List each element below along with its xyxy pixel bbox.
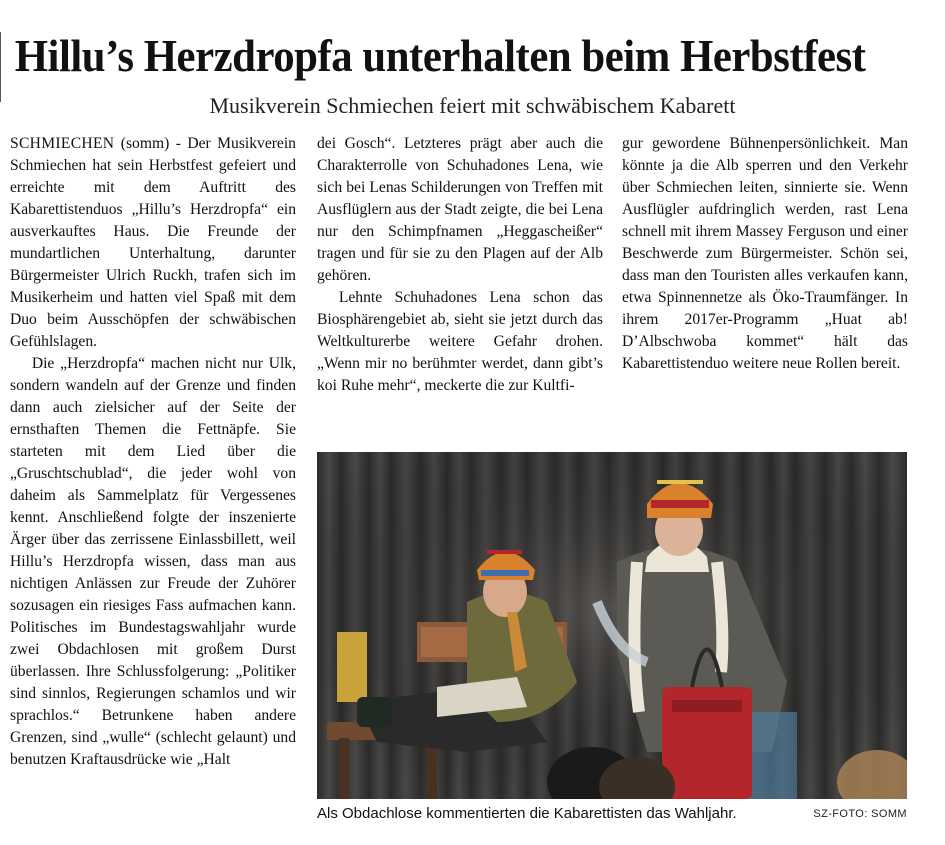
article-photo	[317, 452, 907, 799]
article-column-3	[622, 133, 908, 375]
subheadline: Musikverein Schmiechen feiert mit schwäbischem Kabarett	[209, 93, 736, 118]
paragraph-1	[10, 133, 296, 353]
stage-photo-illustration	[317, 452, 907, 799]
photo-caption-bar	[317, 803, 907, 827]
paragraph-1-text: Der Musikverein Schmiechen hat sein Herbstfest gefeiert und erreichte mit dem Auftritt des Kabarettistenduos „Hillu’s Herzdropfa“ ein ausverkauftes Haus. Die Freunde der mundartlichen Unterhaltung, darunter Bürgermeister Ulrich Ruckh, trafen sich im Musikerheim und hatten viel Spaß mit dem Duo beim Ausschöpfen der schwäbischen Gefühlslagen.	[10, 135, 296, 350]
headline: Hillu’s Herzdropfa unterhalten beim Herbstfest	[14, 30, 866, 81]
photo-credit: SZ-FOTO: SOMM	[813, 808, 907, 820]
dateline: SCHMIECHEN	[10, 135, 115, 152]
paragraph-3: dei Gosch“. Letzteres prägt aber auch die Charakterrolle von Schuhadones Lena, wie sich bei Lenas Schilderungen von Treffen mit Ausflüglern aus der Stadt zeigte, die bei Lena nur den Schimpfnamen „Heggascheißer“ tragen und für sie zu den Plagen auf der Alb gehören.	[317, 135, 603, 284]
paragraph-4: Lehnte Schuhadones Lena schon das Biosphärengebiet ab, sieht sie jetzt durch das Weltkulturerbe weitere Gefahr drohen. „Wenn mir no berühmter werdet, dann gibt’s koi Ruhe mehr“, meckerte die zur Kultfi-	[317, 289, 603, 394]
byline: (somm) -	[114, 135, 188, 152]
paragraph-5: gur gewordene Bühnenpersönlichkeit. Man könnte ja die Alb sperren und den Verkehr über Schmiechen leiten, sinnierte sie. Wenn Ausflügler aufdringlich werden, rast Lena schnell mit ihrem Massey Ferguson und einer Beschwerde zum Bürgermeister. Schön sei, dass man den Touristen alles verkaufen kann, etwa Spinnennetze als Öko-Traumfänger. In ihrem 2017er-Programm „Huat ab! D’Albschwoba kommet“ hält das Kabarettistenduo weitere neue Rollen bereit.	[622, 135, 908, 372]
article-column-1	[10, 133, 296, 771]
paragraph-2: Die „Herzdropfa“ machen nicht nur Ulk, sondern wandeln auf der Grenze und finden dann auch zielsicher auf der Seite der ernsthaften Themen die Fettnäpfe. Sie starteten mit dem Lied über die „Gruschtschublad“, die jeder wohl von daheim als Sammelplatz für Vergessenes kennt. Anschließend folgte der inszenierte Ärger über das zerrissene Einlassbillett, weil Hillu’s Herzdropfa wissen, dass man aus nichtigen Anlässen zur Freude der Zuhörer sozusagen ein riesiges Fass aufmachen kann. Politisches im Bundestagswahljahr wurde zwei Obdachlosen mit großem Durst überlassen. Ihre Schlussfolgerung: „Politiker sind sinnlos, Regierungen schamlos und wir sprachlos.“ Betrunkene haben andere Grenzen, sind „wulle“ (schlecht gelaunt) und benutzen Kraftausdrücke wie „Halt	[10, 355, 296, 768]
article-column-2	[317, 133, 603, 397]
photo-caption: Als Obdachlose kommentierten die Kabarettisten das Wahljahr.	[317, 805, 737, 822]
